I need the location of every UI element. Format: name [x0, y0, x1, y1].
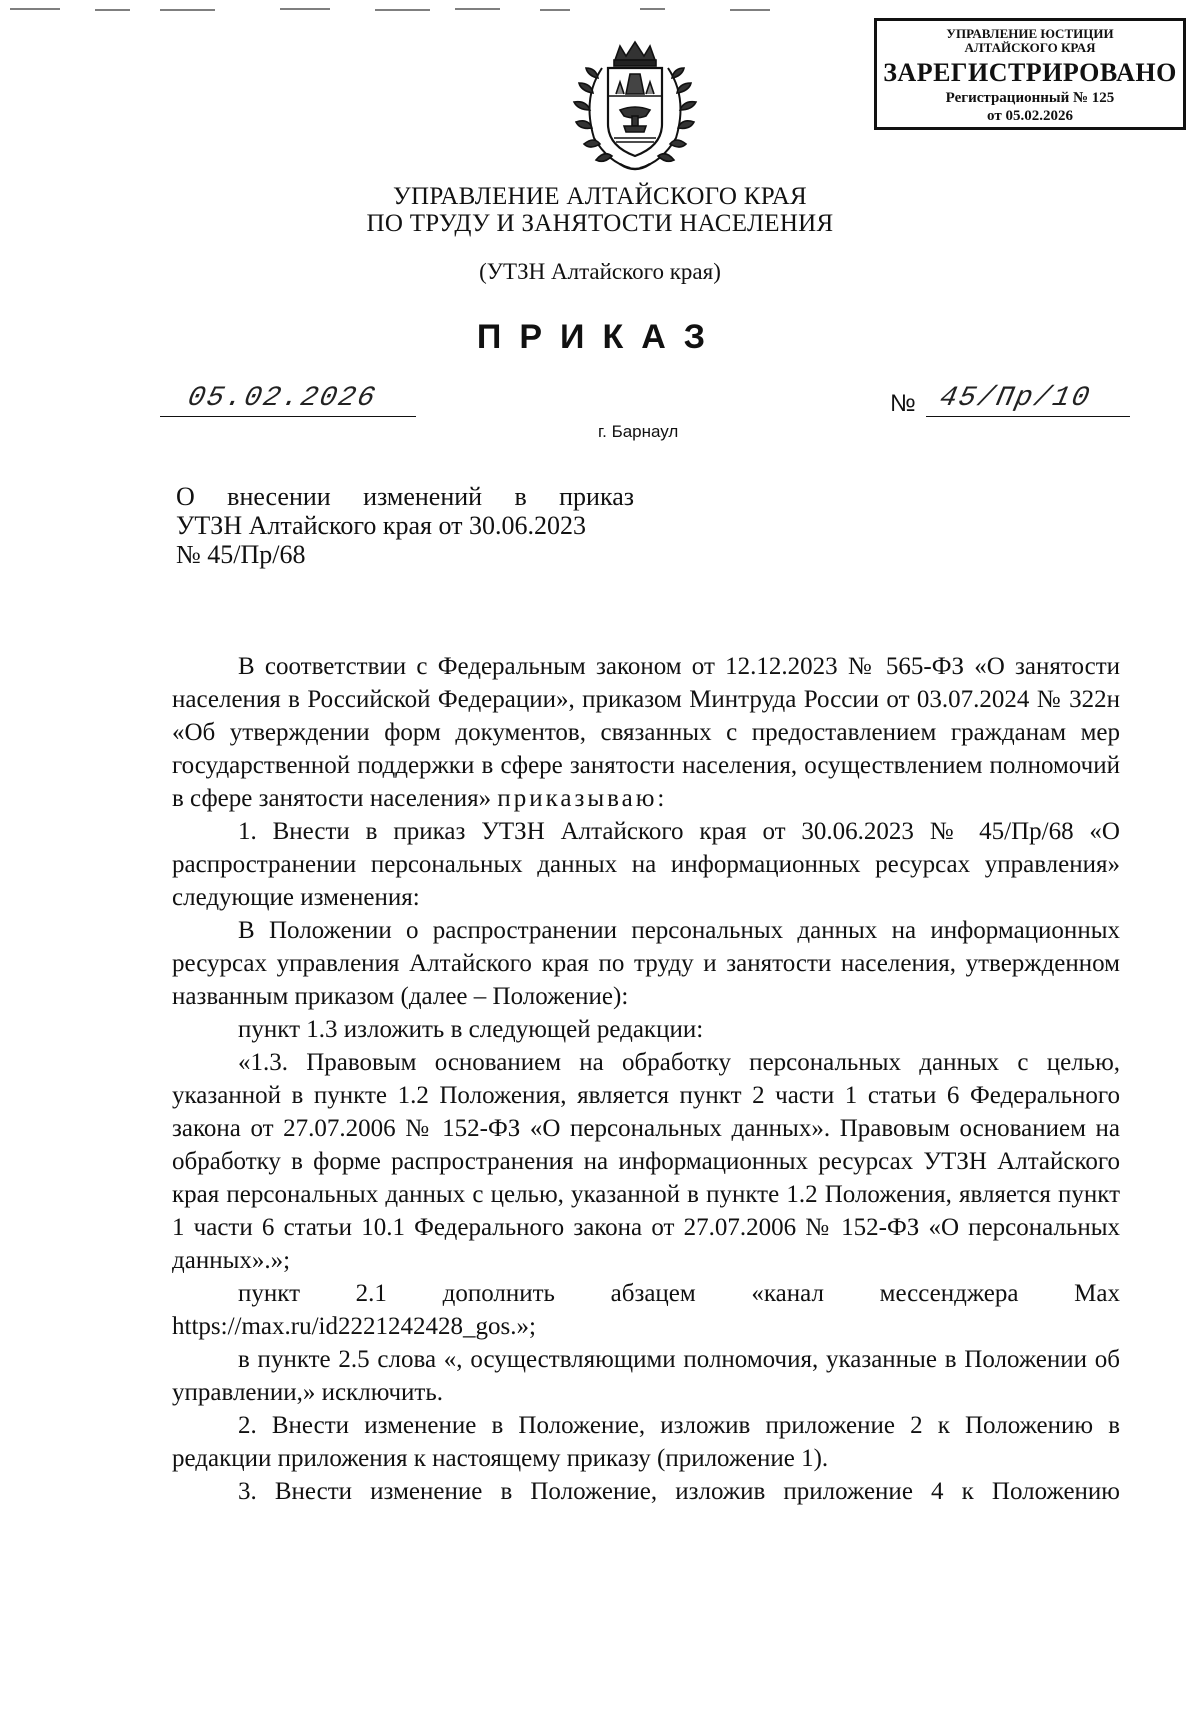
preamble-text: В соответствии с Федеральным законом от 12.12.2023 № 565-ФЗ «О занятости населения в Российской Федерации», приказом Минтруда России от 03.07.2024 № 322н «Об утверждении форм документов, связанных с предоставлением гражданам мер государственной поддержки в сфере занятости населения, осуществлением полномочий в сфере занятости населения» — [172, 653, 1120, 812]
item-2-5-amendment: в пункте 2.5 слова «, осуществляющими полномочия, указанные в Положении об управлении,» исключить. — [172, 1346, 1120, 1406]
number-underline — [926, 416, 1130, 417]
order-verb: приказываю: — [497, 785, 668, 812]
altai-krai-coat-of-arms-icon — [568, 38, 702, 174]
clause-3-paragraph: 3. Внести изменение в Положение, изложив приложение 4 к Положению — [238, 1478, 1120, 1505]
date-underline — [160, 416, 416, 417]
item-2-1-addition: пункт 2.1 дополнить абзацем «канал мессенджера Max https://max.ru/id2221242428_gos.»; — [172, 1280, 1120, 1340]
organization-short-name: (УТЗН Алтайского края) — [479, 259, 721, 284]
subject-line3: № 45/Пр/68 — [176, 540, 306, 569]
city-name: г. Барнаул — [598, 422, 679, 441]
order-subject — [176, 482, 634, 569]
handwritten-document-number: 45/Пр/10 — [936, 383, 1094, 414]
stamp-registered-label: ЗАРЕГИСТРИРОВАНО — [883, 58, 1177, 87]
stamp-registration-number: Регистрационный № 125 — [945, 90, 1115, 106]
stamp-authority-line2: АЛТАЙСКОГО КРАЯ — [964, 40, 1096, 55]
stamp-registration-date: от 05.02.2026 — [987, 108, 1073, 124]
item-1-3-new-wording: «1.3. Правовым основанием на обработку персональных данных с целью, указанной в пункте 1.2 Положения, является пункт 2 части 1 статьи 6 Федерального закона от 27.07.2006 № 152-ФЗ «О персональных данных». Правовым основанием на обработку в форме распространения на информационных ресурсах УТЗН Алтайского края персональных данных с целью, указанной в пункте 1.2 Положения, является пункт 1 части 6 статьи 10.1 Федерального закона от 27.07.2006 № 152-ФЗ «О персональных данных».»; — [172, 1049, 1120, 1274]
order-body — [172, 650, 1120, 1508]
scan-edge-marks — [0, 0, 1200, 20]
organization-name-line2: ПО ТРУДУ И ЗАНЯТОСТИ НАСЕЛЕНИЯ — [366, 210, 834, 237]
stamp-authority-line1: УПРАВЛЕНИЕ ЮСТИЦИИ — [946, 26, 1114, 41]
document-type-title: ПРИКАЗ — [476, 318, 724, 356]
organization-name-line1: УПРАВЛЕНИЕ АЛТАЙСКОГО КРАЯ — [392, 183, 808, 210]
preamble-paragraph — [172, 650, 1120, 815]
subject-line1: О внесении изменений в приказ — [176, 482, 634, 511]
registration-stamp — [874, 18, 1186, 130]
clause-1-paragraph: 1. Внести в приказ УТЗН Алтайского края от 30.06.2023 № 45/Пр/68 «О распространении персональных данных на информационных ресурсах управления» следующие изменения: — [172, 818, 1120, 911]
clause-2-paragraph: 2. Внести изменение в Положение, изложив приложение 2 к Положению в редакции приложения к настоящему приказу (приложение 1). — [172, 1412, 1120, 1472]
subject-line2: УТЗН Алтайского края от 30.06.2023 — [176, 511, 586, 540]
handwritten-date: 05.02.2026 — [184, 383, 380, 414]
number-label: № — [890, 390, 916, 417]
item-1-3-intro: пункт 1.3 изложить в следующей редакции: — [238, 1016, 704, 1043]
regulation-amendment-paragraph: В Положении о распространении персональных данных на информационных ресурсах управления Алтайского края по труду и занятости населения, утвержденном названным приказом (далее – Положение): — [172, 917, 1120, 1010]
